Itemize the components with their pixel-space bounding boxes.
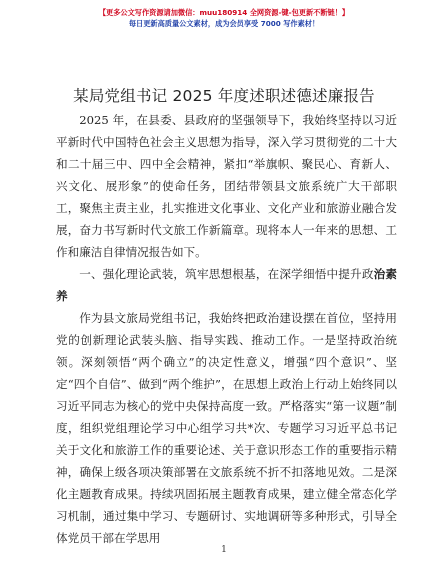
document-title: 某局党组书记 2025 年度述职述德述廉报告 <box>73 87 375 105</box>
page-number: 1 <box>221 545 227 555</box>
section-heading-1-bold-text: 治素养 <box>56 267 397 303</box>
section-heading-1 <box>56 263 397 307</box>
section-1-paragraph: 作为县文旅局党组书记，我始终把政治建设摆在首位，坚持用党的创新理论武装头脑、指导实践、推动工作。一是坚持政治统领。深刻领悟“两个确立”的决定性意义，增强“四个意识”、坚定“四个自信”、做到“两个维护”，在思想上政治上行动上始终同以习近平同志为核心的党中央保持高度一致。严格落实“第一议题”制度，组织党组理论学习中心组学习共*次、专题学习习近平总书记关于文化和旅游工作的重要论述、关于意识形态工作的重要指示精神，确保上级各项决策部署在文旅系统不折不扣落地见效。二是深化主题教育成果。持续巩固拓展主题教育成果，建立健全常态化学习机制，通过集中学习、专题研讨、实地调研等多种形式，引导全体党员干部在学思用 <box>56 311 397 545</box>
promo-banner-line-2[interactable]: 每日更新高质量公文素材，成为会员享受 7000 写作素材！ <box>128 19 320 28</box>
section-heading-1-text: 一、强化理论武装，筑牢思想根基，在深学细悟中提升政 <box>79 267 374 281</box>
promo-banner <box>0 7 448 29</box>
document-body <box>56 109 397 549</box>
promo-banner-line-1[interactable]: 【更多公文写作资源请加微信：muu180914 全网资源-键-包更新不断链！】 <box>98 8 350 17</box>
intro-paragraph: 2025 年，在县委、县政府的坚强领导下，我始终坚持以习近平新时代中国特色社会主义思想为指导，深入学习贯彻党的二十大和二十届三中、四中全会精神，紧扣“举旗帜、聚民心、育新人、兴文化、展形象”的使命任务，团结带领县文旅系统广大干部职工，聚焦主责主业，扎实推进文化事业、文化产业和旅游业融合发展，奋力书写新时代文旅工作新篇章。现将本人一年来的思想、工作和廉洁自律情况报告如下。 <box>56 113 397 259</box>
